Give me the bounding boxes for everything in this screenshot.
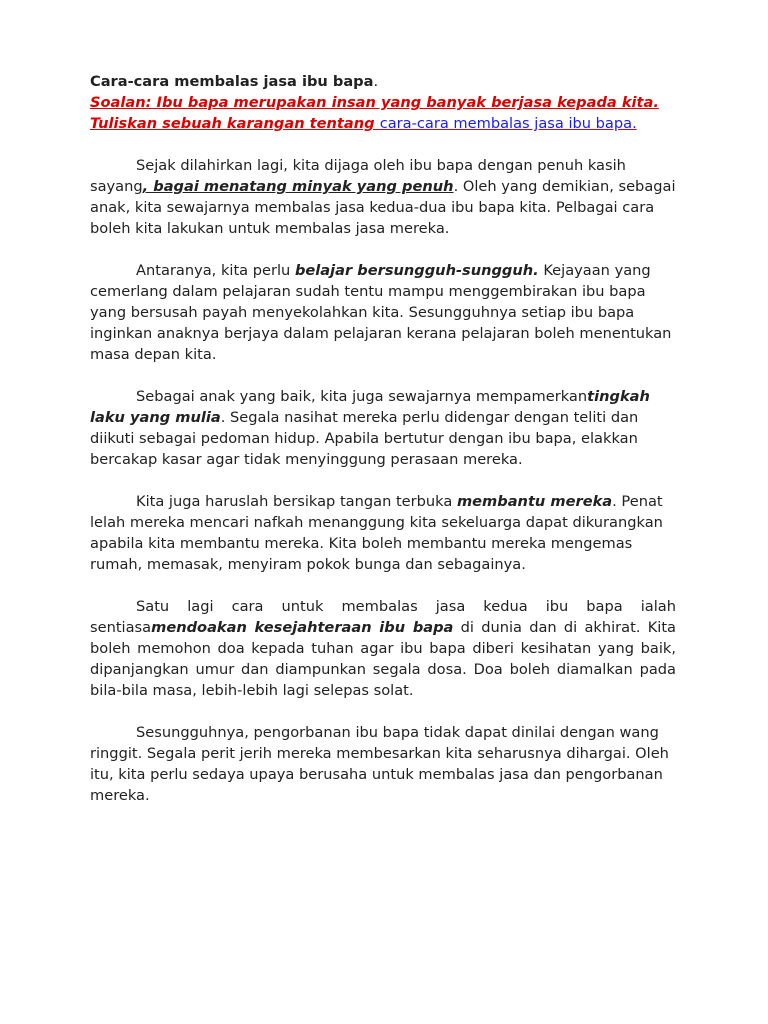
- paragraph-4-text-a: Kita juga haruslah bersikap tangan terbuka: [136, 493, 457, 510]
- paragraph-1: [90, 155, 676, 239]
- paragraph-3: [90, 386, 676, 470]
- paragraph-2-text-a: Antaranya, kita perlu: [136, 262, 295, 279]
- paragraph-5-emphasis: mendoakan kesejahteraan ibu bapa: [151, 619, 454, 636]
- document-title: [90, 71, 676, 92]
- paragraph-1-emphasis: , bagai menatang minyak yang penuh: [142, 178, 454, 195]
- paragraph-2: [90, 260, 676, 365]
- paragraph-6: Sesungguhnya, pengorbanan ibu bapa tidak dapat dinilai dengan wang ringgit. Segala perit jerih mereka membesarkan kita seharusnya dihargai. Oleh itu, kita perlu sedaya upaya berusaha untuk membalas jasa dan pengorbanan mereka.: [90, 724, 669, 804]
- paragraph-5-text-b: di dunia dan di akhirat. Kita boleh memohon doa kepada tuhan agar ibu bapa diberi kesihatan yang baik, dipanjangkan umur dan diampunkan segala dosa. Doa boleh diamalkan pada bila-bila masa, lebih-lebih lagi selepas solat.: [90, 619, 676, 699]
- paragraph-1-text-a: Sejak dilahirkan lagi, kita dijaga oleh ibu bapa dengan penuh kasih sayang: [90, 157, 626, 195]
- title-text: Cara-cara membalas jasa ibu bapa: [90, 73, 374, 90]
- paragraph-5: [90, 596, 676, 701]
- paragraph-5-text-a: Satu lagi cara untuk membalas jasa kedua ibu bapa ialah sentiasa: [90, 598, 676, 636]
- question-prompt: Tuliskan sebuah karangan tentang: [90, 115, 380, 132]
- paragraph-2-emphasis: belajar bersungguh-sungguh.: [294, 262, 539, 279]
- question-line-2: [90, 113, 676, 134]
- question-line-1: Soalan: Ibu bapa merupakan insan yang banyak berjasa kepada kita.: [90, 94, 659, 111]
- paragraph-2-text-b: Kejayaan yang cemerlang dalam pelajaran sudah tentu mampu menggembirakan ibu bapa yang bersusah payah menyekolahkan kita. Sesungguhnya setiap ibu bapa inginkan anaknya berjaya dalam pelajaran kerana pelajaran boleh menentukan masa depan kita.: [90, 262, 672, 363]
- paragraph-3-text-a: Sebagai anak yang baik, kita juga sewajarnya mempamerkan: [136, 388, 588, 405]
- document-page: [90, 71, 676, 806]
- title-period: .: [373, 73, 379, 90]
- paragraph-4-emphasis: membantu mereka: [456, 493, 613, 510]
- paragraph-3-text-b: . Segala nasihat mereka perlu didengar dengan teliti dan diikuti sebagai pedoman hidup. Apabila bertutur dengan ibu bapa, elakkan bercakap kasar agar tidak menyinggung perasaan mereka.: [90, 409, 639, 468]
- paragraph-1-text-b: . Oleh yang demikian, sebagai anak, kita sewajarnya membalas jasa kedua-dua ibu bapa kita. Pelbagai cara boleh kita lakukan untuk membalas jasa mereka.: [90, 178, 676, 237]
- paragraph-3-emphasis: tingkah laku yang mulia: [90, 388, 650, 426]
- paragraph-4: [90, 491, 676, 575]
- question-topic: cara-cara membalas jasa ibu bapa.: [379, 115, 637, 132]
- paragraph-4-text-b: . Penat lelah mereka mencari nafkah menanggung kita sekeluarga dapat dikurangkan apabila kita membantu mereka. Kita boleh membantu mereka mengemas rumah, memasak, menyiram pokok bunga dan sebagainya.: [90, 493, 663, 573]
